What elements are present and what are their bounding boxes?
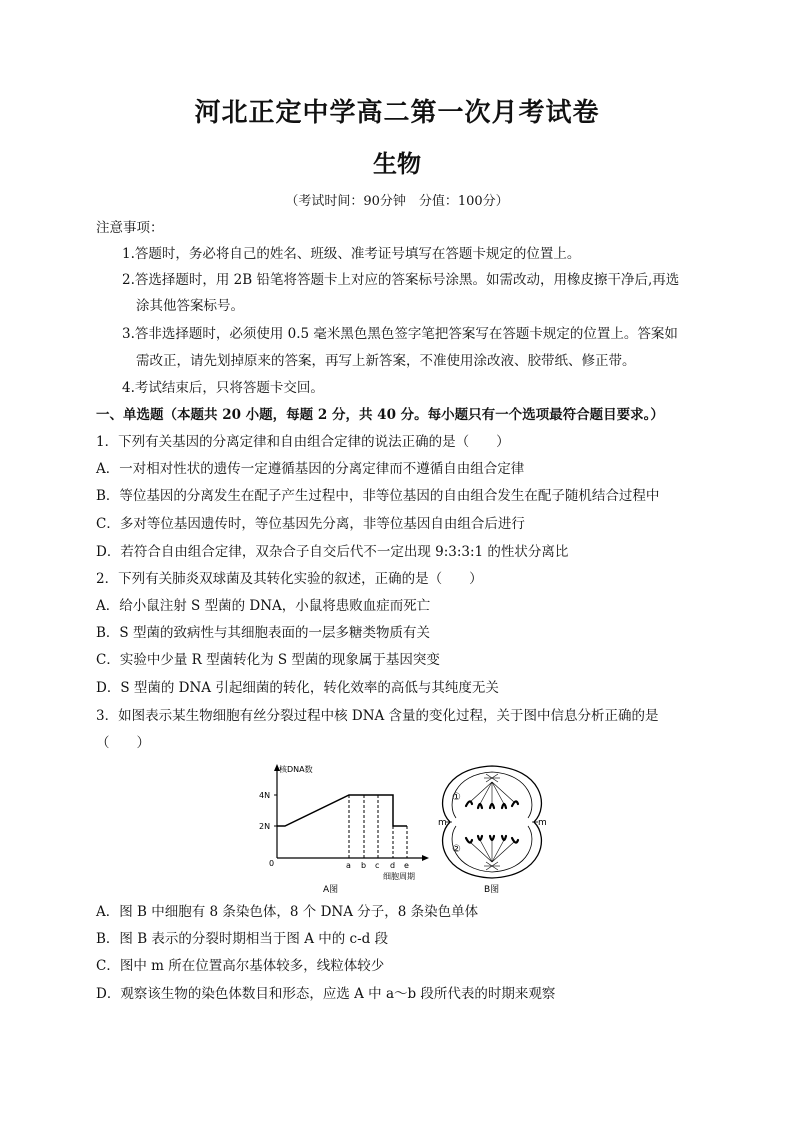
- x-tick-a: a: [346, 861, 351, 870]
- question-option: A．给小鼠注射 S 型菌的 DNA，小鼠将患败血症而死亡: [96, 598, 431, 614]
- x-axis-arrow: [422, 855, 429, 861]
- subject-title: 生物: [373, 149, 421, 178]
- x-tick-b: b: [361, 861, 367, 870]
- question-option: B．等位基因的分离发生在配子产生过程中，非等位基因的自由组合发生在配子随机结合过程中: [96, 488, 660, 504]
- x-tick-e: e: [404, 861, 409, 870]
- question-option: C．多对等位基因遗传时，等位基因先分离，非等位基因自由组合后进行: [96, 516, 525, 532]
- figure-b-svg: [432, 760, 552, 898]
- figure-a-caption: A图: [323, 885, 339, 895]
- y-tick-4n: 4N: [259, 791, 271, 800]
- x-axis-label: 细胞周期: [383, 872, 415, 881]
- question-option: D．观察该生物的染色体数目和形态，应选 A 中 a～b 段所代表的时期来观察: [96, 986, 556, 1002]
- notice-item: 需改正，请先划掉原来的答案，再写上新答案，不准使用涂改液、胶带纸、修正带。: [136, 353, 636, 369]
- notice-item: 1.答题时，务必将自己的姓名、班级、准考证号填写在答题卡规定的位置上。: [122, 246, 581, 262]
- question-option: D．S 型菌的 DNA 引起细菌的转化，转化效率的高低与其纯度无关: [96, 680, 499, 696]
- figure-b-cell: [432, 760, 552, 898]
- question-option: A．一对相对性状的遗传一定遵循基因的分离定律而不遵循自由组合定律: [96, 461, 525, 477]
- exam-info: （考试时间：90分钟 分值：100分）: [285, 194, 509, 209]
- section-heading: 一、单选题（本题共 20 小题，每题 2 分，共 40 分。每小题只有一个选项最符合题目要求。）: [96, 407, 664, 423]
- question-option: C．图中 m 所在位置高尔基体较多，线粒体较少: [96, 958, 385, 974]
- x-tick-c: c: [375, 861, 380, 870]
- origin-label: 0: [269, 859, 275, 868]
- notice-item: 涂其他答案标号。: [136, 298, 244, 314]
- question-option: B．图 B 表示的分裂时期相当于图 A 中的 c-d 段: [96, 931, 389, 947]
- exam-title: 河北正定中学高二第一次月考试卷: [194, 98, 600, 128]
- dna-series-line: [277, 795, 407, 826]
- question-stem: 2．下列有关肺炎双球菌及其转化实验的叙述，正确的是（ ）: [96, 571, 483, 587]
- figure-a-svg: [245, 758, 445, 898]
- question-stem-bracket: （ ）: [96, 735, 150, 751]
- question-option: D．若符合自由组合定律，双杂合子自交后代不一定出现 9:3:3:1 的性状分离比: [96, 544, 569, 560]
- m-label-left: m: [438, 818, 447, 828]
- figure-b-caption: B图: [484, 885, 500, 895]
- y-tick-2n: 2N: [259, 822, 271, 831]
- question-option: A．图 B 中细胞有 8 条染色体，8 个 DNA 分子，8 条染色单体: [96, 904, 479, 920]
- spindle-fibers-top: [470, 774, 514, 804]
- notice-heading: 注意事项：: [96, 220, 164, 236]
- m-label-right: m: [538, 818, 547, 828]
- notice-item: 3.答非选择题时，必须使用 0.5 毫米黑色黑色签字笔把答案写在答题卡规定的位置上。答案如: [122, 326, 678, 342]
- question-option: B．S 型菌的致病性与其细胞表面的一层多糖类物质有关: [96, 625, 430, 641]
- notice-item: 4.考试结束后，只将答题卡交回。: [122, 380, 324, 396]
- marker-1-label: ①: [452, 792, 461, 803]
- question-option: C．实验中少量 R 型菌转化为 S 型菌的现象属于基因突变: [96, 652, 440, 668]
- y-axis-label: 核DNA数: [279, 765, 313, 774]
- spindle-fibers-bottom: [470, 840, 514, 870]
- question-stem: 1．下列有关基因的分离定律和自由组合定律的说法正确的是（ ）: [96, 434, 510, 450]
- x-tick-d: d: [390, 861, 396, 870]
- question-stem: 3．如图表示某生物细胞有丝分裂过程中核 DNA 含量的变化过程，关于图中信息分析正确的是: [96, 708, 659, 724]
- marker-2-label: ②: [452, 844, 461, 855]
- notice-item: 2.答选择题时，用 2B 铅笔将答题卡上对应的答案标号涂黑。如需改动，用橡皮擦干净后,再选: [122, 272, 680, 288]
